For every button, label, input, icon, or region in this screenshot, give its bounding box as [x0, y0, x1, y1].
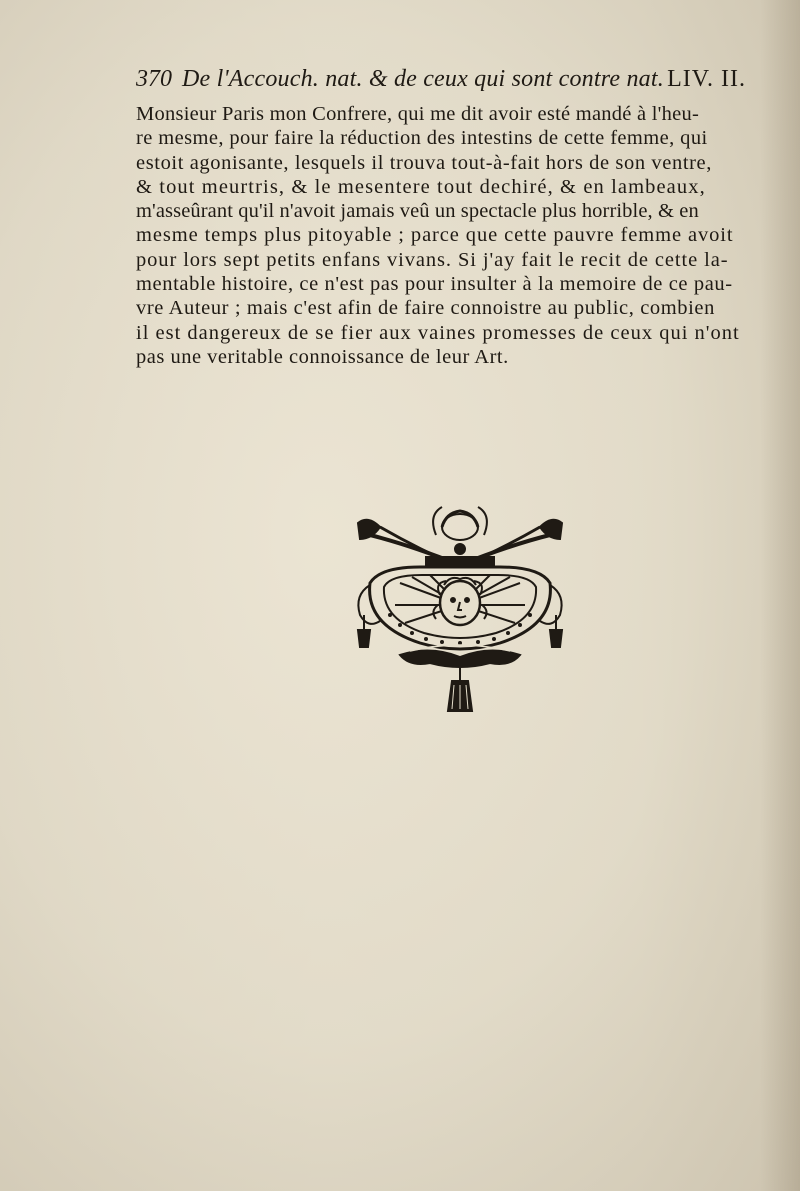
text-line: m'asseûrant qu'il n'avoit jamais veû un spectacle plus horrible, & en [136, 200, 699, 223]
running-title: De l'Accouch. nat. & de ceux qui sont contre nat. [182, 66, 664, 92]
text-line: il est dangereux de se fier aux vaines promesses de ceux qui n'ont [136, 321, 740, 344]
text-line: mentable histoire, ce n'est pas pour insulter à la memoire de ce pau- [136, 273, 733, 296]
text-line: Monsieur Paris mon Confrere, qui me dit avoir esté mandé à l'heu- [136, 103, 700, 125]
medusa-ornament-icon [350, 505, 570, 715]
page-number: 370 [136, 66, 172, 92]
text-line: vre Auteur ; mais c'est afin de faire connoistre au public, combien [136, 297, 715, 320]
book-number: LIV. II. [667, 66, 746, 92]
text-line: pas une veritable connoissance de leur Art. [136, 345, 509, 368]
text-line: mesme temps plus pitoyable ; parce que cette pauvre femme avoit [136, 224, 734, 247]
text-line: pour lors sept petits enfans vivans. Si j'ay fait le recit de cette la- [136, 248, 729, 271]
text-line: re mesme, pour faire la réduction des intestins de cette femme, qui [136, 127, 708, 150]
text-line: & tout meurtris, & le mesentere tout dechiré, & en lambeaux, [136, 175, 706, 198]
body-paragraph [136, 102, 756, 369]
running-header [136, 66, 746, 100]
text-line: estoit agonisante, lesquels il trouva tout-à-fait hors de son ventre, [136, 151, 712, 174]
